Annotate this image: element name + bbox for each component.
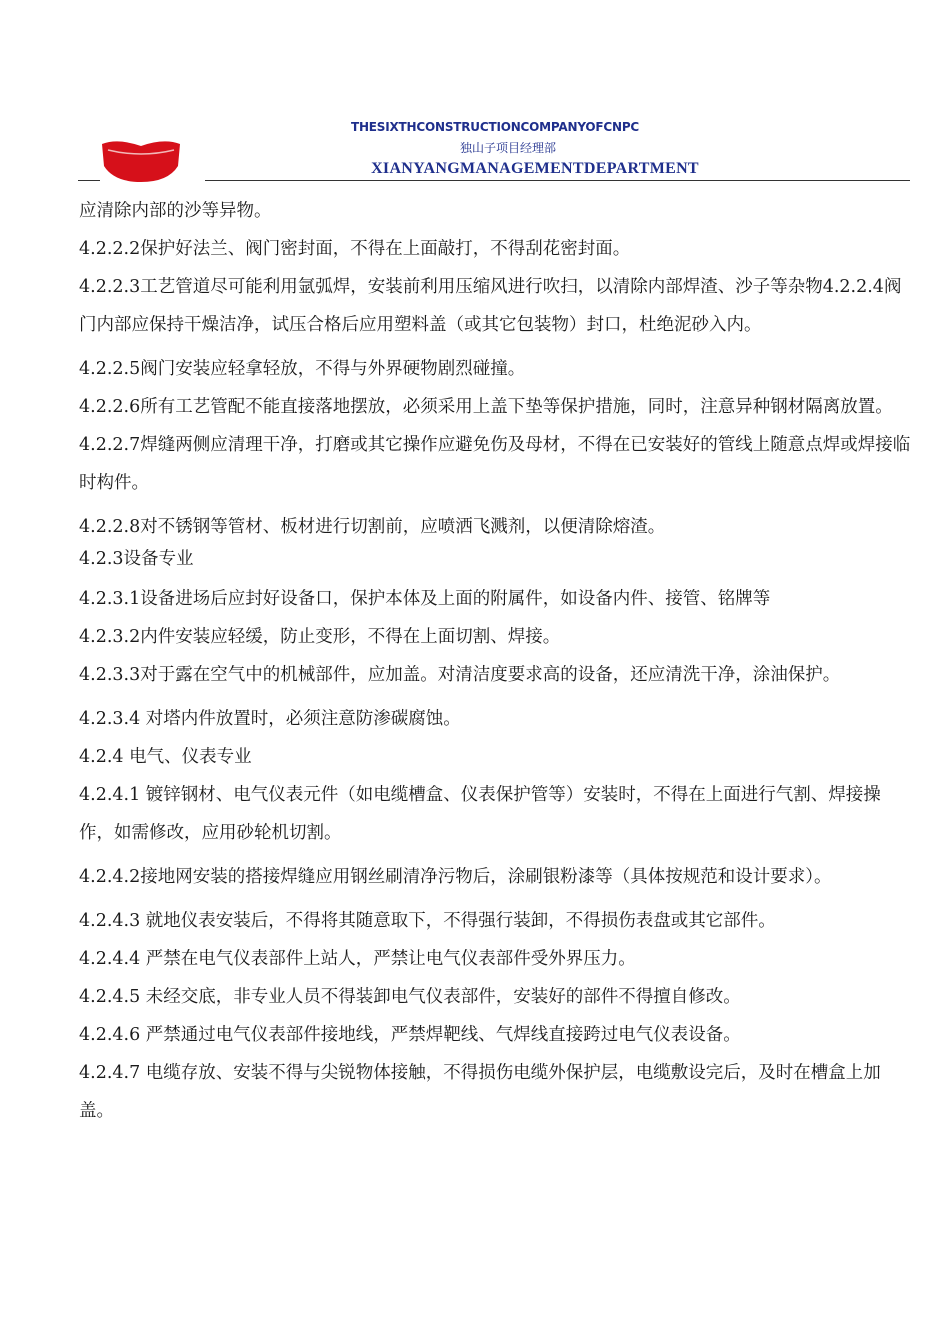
paragraph: 4.2.2.5阀门安装应轻拿轻放，不得与外界硬物剧烈碰撞。	[79, 359, 526, 379]
section-heading: 4.2.3设备专业	[79, 549, 194, 569]
header-rule-right	[205, 180, 910, 181]
paragraph: 4.2.4.2接地网安装的搭接焊缝应用钢丝刷清净污物后，涂刷银粉漆等（具体按规范和设计要求）。	[79, 867, 832, 887]
paragraph: 4.2.2.6所有工艺管配不能直接落地摆放，必须采用上盖下垫等保护措施，同时，注意异种钢材隔离放置。	[79, 397, 893, 417]
department-name-en: XIANYANGMANAGEMENTDEPARTMENT	[371, 160, 699, 177]
department-name-cn: 独山子项目经理部	[459, 141, 556, 155]
paragraph: 4.2.4.6 严禁通过电气仪表部件接地线，严禁焊靶线、气焊线直接跨过电气仪表设备。	[79, 1025, 741, 1045]
paragraph: 4.2.4.1 镀锌钢材、电气仪表元件（如电缆槽盒、仪表保护管等）安装时，不得在上面进行气割、焊接操作，如需修改，应用砂轮机切割。	[79, 785, 881, 843]
paragraph: 4.2.2.7焊缝两侧应清理干净，打磨或其它操作应避免伤及母材，不得在已安装好的管线上随意点焊或焊接临时构件。	[79, 435, 911, 493]
paragraph: 4.2.4.5 未经交底，非专业人员不得装卸电气仪表部件，安装好的部件不得擅自修改。	[79, 987, 741, 1007]
paragraph: 4.2.2.2保护好法兰、阀门密封面，不得在上面敲打，不得刮花密封面。	[79, 239, 631, 259]
company-name-en: THESIXTHCONSTRUCTIONCOMPANYOFCNPC	[350, 120, 640, 134]
paragraph: 4.2.3.4 对塔内件放置时，必须注意防渗碳腐蚀。	[79, 709, 461, 729]
header-rule-left	[78, 180, 100, 181]
paragraph: 4.2.4.3 就地仪表安装后，不得将其随意取下，不得强行装卸，不得损伤表盘或其它部件。	[79, 911, 776, 931]
paragraph: 4.2.3.1设备进场后应封好设备口，保护本体及上面的附属件，如设备内件、接管、铭牌等	[79, 589, 771, 609]
document-body	[79, 198, 911, 1142]
paragraph: 4.2.3.2内件安装应轻缓，防止变形，不得在上面切割、焊接。	[79, 627, 561, 647]
paragraph: 应清除内部的沙等异物。	[79, 201, 272, 221]
paragraph: 4.2.3.3对于露在空气中的机械部件，应加盖。对清洁度要求高的设备，还应清洗干净，涂油保护。	[79, 665, 841, 685]
paragraph: 4.2.2.3工艺管道尽可能利用氩弧焊，安装前利用压缩风进行吹扫，以清除内部焊渣、沙子等杂物4.2.2.4阀门内部应保持干燥洁净，试压合格后应用塑料盖（或其它包装物）封口，杜绝泥砂入内。	[79, 277, 902, 335]
section-heading: 4.2.4 电气、仪表专业	[79, 747, 252, 767]
paragraph: 4.2.4.4 严禁在电气仪表部件上站人，严禁让电气仪表部件受外界压力。	[79, 949, 636, 969]
paragraph: 4.2.4.7 电缆存放、安装不得与尖锐物体接触，不得损伤电缆外保护层，电缆敷设完后，及时在槽盒上加盖。	[79, 1063, 881, 1121]
page-header	[0, 0, 950, 185]
paragraph: 4.2.2.8对不锈钢等管材、板材进行切割前，应喷洒飞溅剂，以便清除熔渣。	[79, 517, 666, 537]
